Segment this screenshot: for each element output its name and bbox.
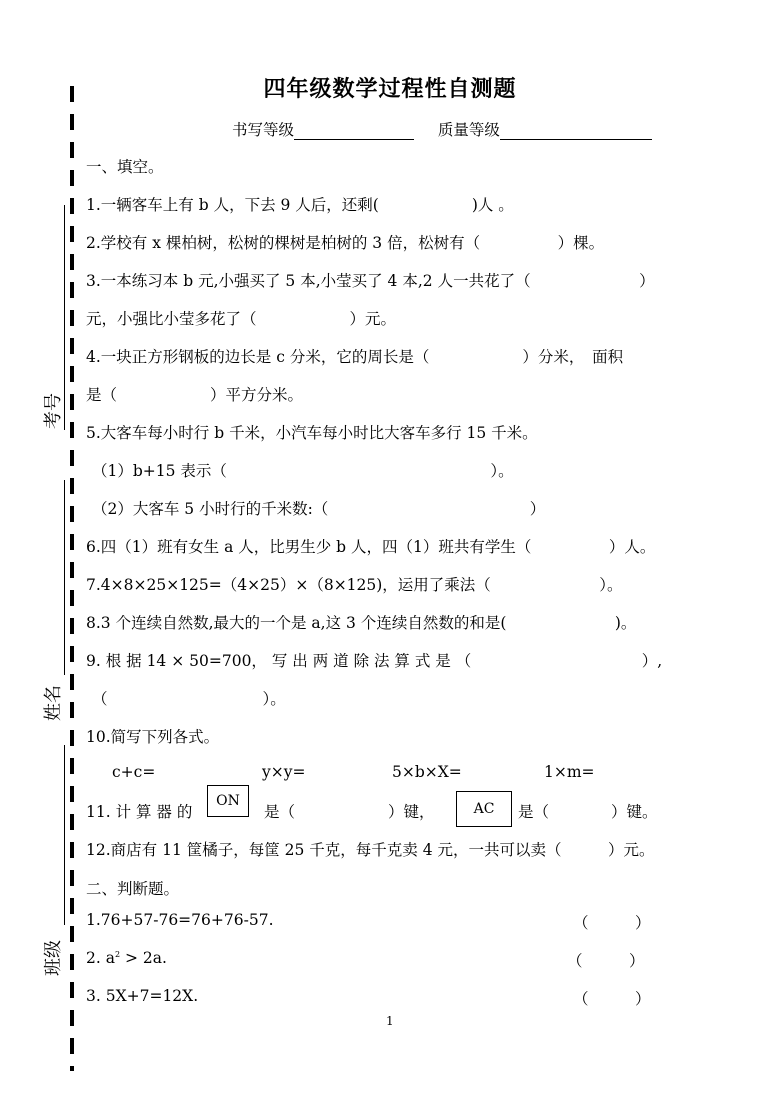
quality-grade-blank[interactable] xyxy=(500,139,652,140)
question-5-1: （1）b+15 表示（ ）。 xyxy=(92,462,514,480)
page-title: 四年级数学过程性自测题 xyxy=(263,76,517,102)
writing-grade-label: 书写等级 xyxy=(232,121,295,139)
grades-row xyxy=(232,118,652,140)
question-9a: 9. 根 据 14 × 50=700， 写 出 两 道 除 法 算 式 是 （ ）, xyxy=(86,652,663,670)
q10-item: 5×b×X= xyxy=(392,763,462,781)
question-10: 10.简写下列各式。 xyxy=(86,728,220,746)
question-6: 6.四（1）班有女生 a 人，比男生少 b 人，四（1）班共有学生（ ）人。 xyxy=(86,538,656,556)
question-2: 2.学校有 x 棵柏树，松树的棵树是柏树的 3 倍，松树有（ ）棵。 xyxy=(86,234,605,252)
page-number: 1 xyxy=(386,1014,394,1028)
question-5-2: （2）大客车 5 小时行的千米数:（ ） xyxy=(92,500,546,518)
question-11-mid: 是（ ）键， xyxy=(264,803,435,821)
writing-grade-blank[interactable] xyxy=(294,139,414,140)
judge-item-2: 2. $a^2 > 2a$. xyxy=(86,949,167,967)
section1-heading: 一、填空。 xyxy=(86,158,164,176)
question-8: 8.3 个连续自然数,最大的一个是 a,这 3 个连续自然数的和是( )。 xyxy=(86,614,637,632)
q10-item: y×y= xyxy=(262,763,306,781)
judge-item-1: 1.76+57-76=76+76-57. xyxy=(86,911,274,929)
class-line xyxy=(64,745,65,925)
question-7: 7.4×8×25×125=（4×25）×（8×125)，运用了乘法（ ）。 xyxy=(86,576,623,594)
question-4b: 是（ ）平方分米。 xyxy=(86,386,304,404)
question-4a: 4.一块正方形钢板的边长是 c 分米，它的周长是（ ）分米， 面积 xyxy=(86,348,624,366)
question-3b: 元，小强比小莹多花了（ ）元。 xyxy=(86,310,397,328)
q10-item: 1×m= xyxy=(544,763,595,781)
judge-item-3-paren[interactable]: （ ） xyxy=(573,990,651,1008)
name-label: 姓名 xyxy=(43,685,64,721)
ac-key-box: AC xyxy=(456,791,512,827)
exam-no-label: 考号 xyxy=(43,393,64,429)
question-1: 1.一辆客车上有 b 人，下去 9 人后，还剩( )人 。 xyxy=(86,196,514,214)
question-5: 5.大客车每小时行 b 千米，小汽车每小时比大客车多行 15 千米。 xyxy=(86,424,538,442)
judge-item-2-paren[interactable]: （ ） xyxy=(567,952,645,970)
q10-item: c+c= xyxy=(112,763,156,781)
quality-grade-label: 质量等级 xyxy=(437,121,500,139)
question-3a: 3.一本练习本 b 元,小强买了 5 本,小莹买了 4 本,2 人一共花了（ ） xyxy=(86,272,655,290)
question-9b: （ ）。 xyxy=(92,690,286,708)
name-line xyxy=(64,480,65,675)
question-12: 12.商店有 11 筐橘子，每筐 25 千克，每千克卖 4 元，一共可以卖（ ）元。 xyxy=(86,841,655,859)
class-label: 班级 xyxy=(43,940,64,976)
question-11-prefix: 11. 计 算 器 的 xyxy=(86,803,193,821)
judge-item-3: 3. 5X+7=12X. xyxy=(86,987,199,1005)
on-key-box: ON xyxy=(207,785,249,817)
question-11-end: 是（ ）键。 xyxy=(518,803,658,821)
section2-heading: 二、判断题。 xyxy=(86,880,180,898)
judge-item-1-paren[interactable]: （ ） xyxy=(573,914,651,932)
binding-dashed-line xyxy=(70,86,74,1071)
